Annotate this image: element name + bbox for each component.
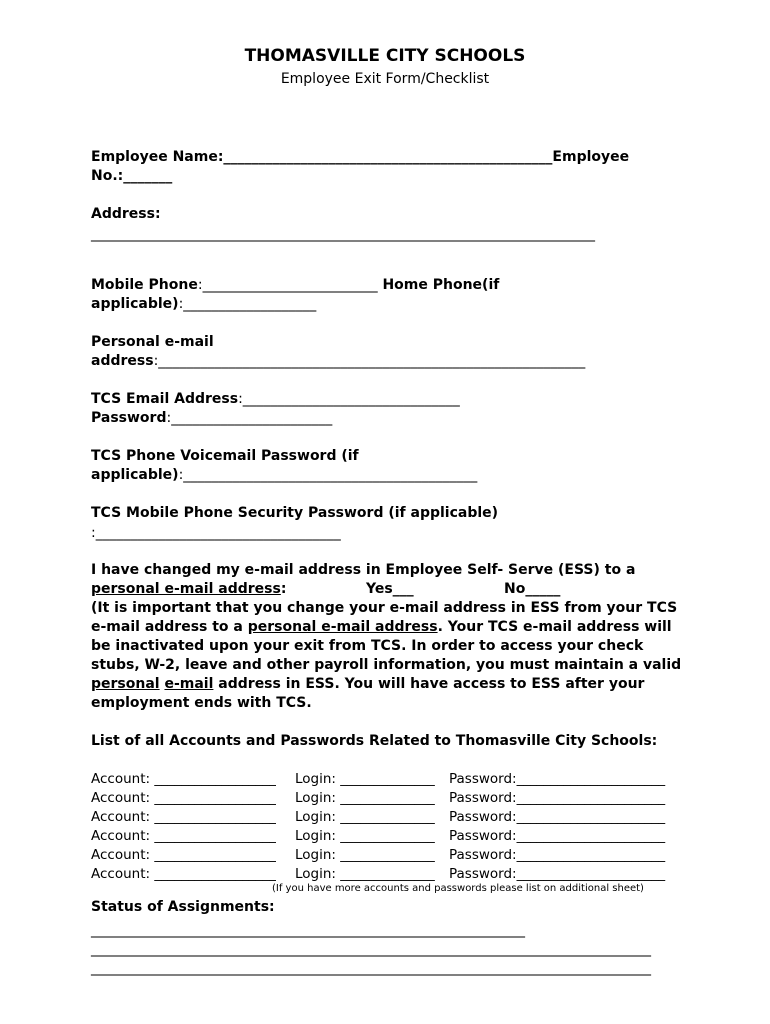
password-field[interactable]: Password:______________________: [449, 847, 666, 863]
ess-note-line-3: be inactivated upon your exit from TCS. In order to access your check: [91, 638, 644, 654]
mobile-phone-blank[interactable]: :_________________________: [197, 277, 378, 293]
tcs-email-blank[interactable]: :_______________________________: [238, 391, 460, 407]
account-field[interactable]: Account: __________________: [91, 790, 276, 806]
login-field[interactable]: Login: ______________: [295, 771, 435, 787]
login-field[interactable]: Login: ______________: [295, 790, 435, 806]
address-label: Address:: [91, 206, 161, 222]
ess-note-line-2: e-mail address to a personal e-mail address. Your TCS e-mail address will: [91, 619, 672, 635]
voicemail-applicable-label: applicable): [91, 467, 179, 483]
form-title: Employee Exit Form/Checklist: [280, 71, 490, 87]
voicemail-label: TCS Phone Voicemail Password (if: [91, 448, 359, 464]
accounts-heading: List of all Accounts and Passwords Related to Thomasville City Schools:: [91, 733, 658, 749]
ess-note-line-6: employment ends with TCS.: [91, 695, 312, 711]
ess-note-line-1: (It is important that you change your e-mail address in ESS from your TCS: [91, 600, 678, 616]
assignments-line[interactable]: ________________________________________________________________________________: [91, 960, 651, 976]
ess-statement: I have changed my e-mail address in Employee Self- Serve (ESS) to a: [91, 562, 636, 578]
ess-note-line-5: personal e-mail address in ESS. You will have access to ESS after your: [91, 676, 645, 692]
home-phone-line[interactable]: [91, 295, 316, 314]
assignments-line[interactable]: ______________________________________________________________: [91, 922, 525, 938]
login-field[interactable]: Login: ______________: [295, 809, 435, 825]
tcs-email-label: TCS Email Address: [91, 391, 239, 407]
password-field[interactable]: Password:______________________: [449, 790, 666, 806]
home-phone-label: Home Phone(if: [377, 277, 500, 293]
voicemail-line[interactable]: [91, 466, 477, 485]
ess-personal-email-text: personal e-mail address: [91, 581, 281, 597]
mobile-security-label: TCS Mobile Phone Security Password (if applicable): [91, 505, 499, 521]
employee-no-line[interactable]: No.:_______: [91, 168, 173, 184]
personal-email-line[interactable]: [91, 352, 585, 371]
additional-sheet-note: (If you have more accounts and passwords please list on additional sheet): [272, 883, 644, 894]
personal-email-address-label: address: [91, 353, 154, 369]
password-field[interactable]: Password:______________________: [449, 809, 666, 825]
applicable-label: applicable): [91, 296, 179, 312]
ess-yes-option[interactable]: Yes___: [366, 581, 414, 597]
org-title: THOMASVILLE CITY SCHOOLS: [244, 46, 526, 66]
employee-name-line[interactable]: Employee Name:_______________________________________________Employee: [91, 149, 630, 165]
mobile-security-blank[interactable]: :___________________________________: [91, 525, 341, 541]
voicemail-blank[interactable]: :__________________________________________: [178, 467, 478, 483]
password-label: Password: [91, 410, 167, 426]
account-field[interactable]: Account: __________________: [91, 771, 276, 787]
account-field[interactable]: Account: __________________: [91, 828, 276, 844]
password-field[interactable]: Password:______________________: [449, 771, 666, 787]
ess-note-line-4: stubs, W-2, leave and other payroll information, you must maintain a valid: [91, 657, 682, 673]
password-field[interactable]: Password:______________________: [449, 866, 666, 882]
login-field[interactable]: Login: ______________: [295, 828, 435, 844]
ess-yes-no-line: personal e-mail address: Yes___ No_____: [91, 581, 561, 597]
assignments-line[interactable]: ________________________________________________________________________________: [91, 941, 651, 957]
login-field[interactable]: Login: ______________: [295, 847, 435, 863]
password-field[interactable]: Password:______________________: [449, 828, 666, 844]
login-field[interactable]: Login: ______________: [295, 866, 435, 882]
tcs-email-line[interactable]: [91, 390, 460, 409]
tcs-password-line[interactable]: [91, 409, 332, 428]
account-field[interactable]: Account: __________________: [91, 809, 276, 825]
assignments-heading: Status of Assignments:: [91, 899, 275, 915]
ess-no-option[interactable]: No_____: [504, 581, 561, 597]
personal-email-blank[interactable]: :_____________________________________________________________: [153, 353, 586, 369]
password-blank[interactable]: :_______________________: [166, 410, 333, 426]
account-field[interactable]: Account: __________________: [91, 866, 276, 882]
address-blank[interactable]: ________________________________________________________________________: [91, 226, 595, 242]
mobile-phone-label: Mobile Phone: [91, 277, 198, 293]
mobile-phone-line[interactable]: [91, 276, 499, 295]
account-field[interactable]: Account: __________________: [91, 847, 276, 863]
personal-email-label: Personal e-mail: [91, 334, 214, 350]
home-phone-blank[interactable]: :___________________: [178, 296, 317, 312]
